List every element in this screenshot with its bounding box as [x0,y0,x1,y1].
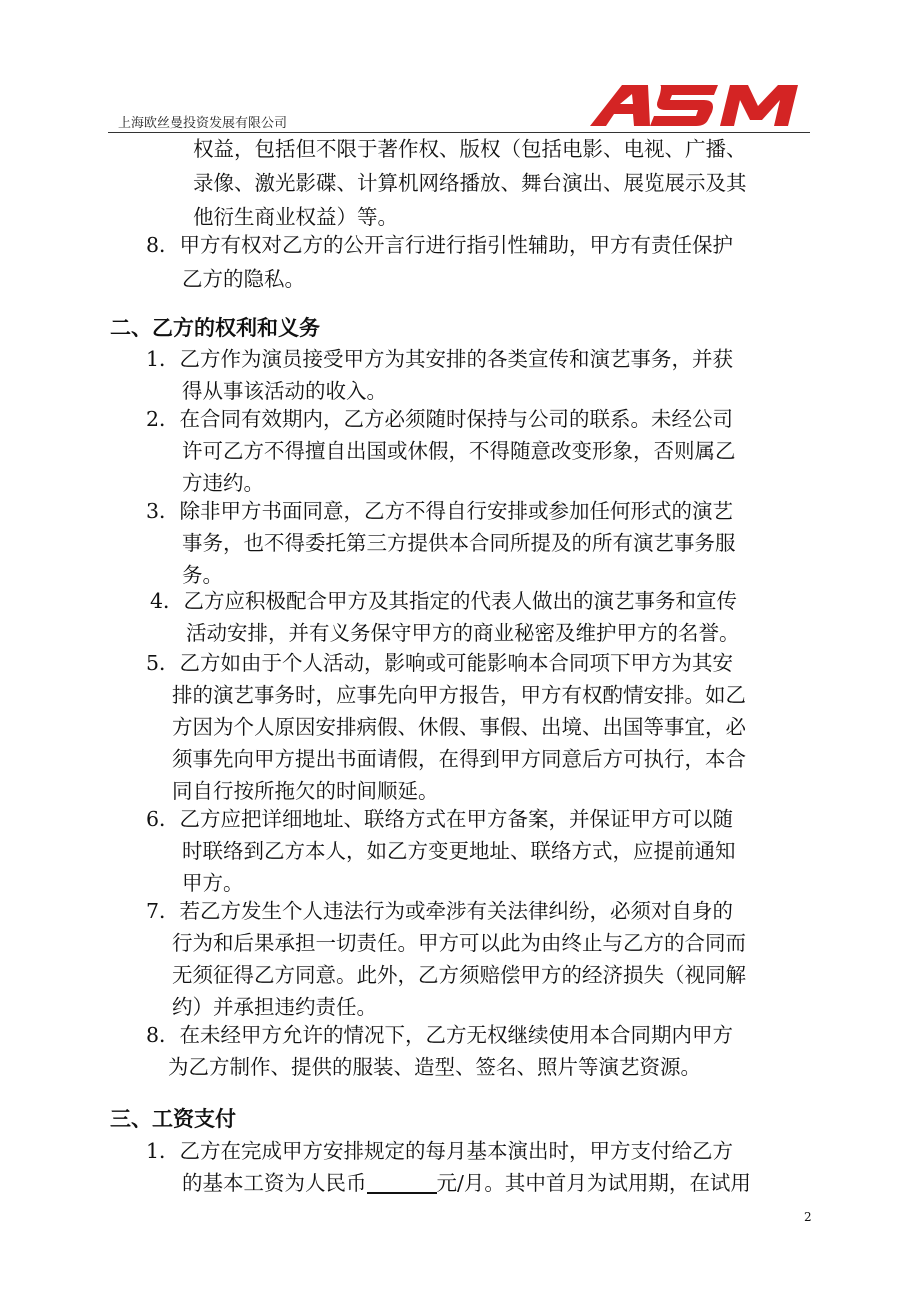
clause-item: 7．若乙方发生个人违法行为或牵涉有关法律纠纷，必须对自身的 [146,899,734,923]
clause-item: 4．乙方应积极配合甲方及其指定的代表人做出的演艺事务和宣传 [150,589,738,613]
clause-line: 乙方的隐私。 [182,267,305,291]
clause-line: 无须征得乙方同意。此外，乙方须赔偿甲方的经济损失（视同解 [172,963,746,987]
page-number: 2 [804,1210,812,1224]
clause-item: 1．乙方在完成甲方安排规定的每月基本演出时，甲方支付给乙方 [146,1139,734,1163]
clause-item: 2．在合同有效期内，乙方必须随时保持与公司的联系。未经公司 [146,407,734,431]
continuation-line: 权益，包括但不限于著作权、版权（包括电影、电视、广播、 [193,137,747,161]
clause-line: 时联络到乙方本人，如乙方变更地址、联络方式，应提前通知 [182,839,736,863]
clause-line: 行为和后果承担一切责任。甲方可以此为由终止与乙方的合同而 [172,931,746,955]
clause-line: 方违约。 [182,471,264,495]
clause-line: 活动安排，并有义务保守甲方的商业秘密及维护甲方的名誉。 [186,621,740,645]
clause-line: 约）并承担违约责任。 [172,995,377,1019]
clause-line: 得从事该活动的收入。 [182,379,387,403]
section-heading: 三、工资支付 [110,1106,236,1131]
clause-line: 的基本工资为人民币 元/月。其中首月为试用期，在试用 [182,1171,751,1195]
clause-line: 同自行按所拖欠的时间顺延。 [172,779,439,803]
company-logo [588,82,800,128]
clause-line: 事务，也不得委托第三方提供本合同所提及的所有演艺事务服 [182,531,736,555]
clause-item: 8．在未经甲方允许的情况下，乙方无权继续使用本合同期内甲方 [146,1023,734,1047]
clause-line: 务。 [182,563,223,587]
continuation-line: 他衍生商业权益）等。 [193,205,398,229]
clause-item: 8．甲方有权对乙方的公开言行进行指引性辅助，甲方有责任保护 [146,233,734,257]
clause-line: 方因为个人原因安排病假、休假、事假、出境、出国等事宜，必 [172,715,746,739]
continuation-line: 录像、激光影碟、计算机网络播放、舞台演出、展览展示及其 [193,171,747,195]
clause-item: 5．乙方如由于个人活动，影响或可能影响本合同项下甲方为其安 [146,651,734,675]
clause-item: 3．除非甲方书面同意，乙方不得自行安排或参加任何形式的演艺 [146,499,734,523]
clause-line: 甲方。 [182,871,244,895]
clause-line: 排的演艺事务时，应事先向甲方报告，甲方有权酌情安排。如乙 [172,683,746,707]
clause-item: 1．乙方作为演员接受甲方为其安排的各类宣传和演艺事务，并获 [146,347,734,371]
salary-blank [367,1170,437,1194]
clause-item: 6．乙方应把详细地址、联络方式在甲方备案，并保证甲方可以随 [146,807,734,831]
clause-line: 为乙方制作、提供的服装、造型、签名、照片等演艺资源。 [168,1055,701,1079]
clause-line: 须事先向甲方提出书面请假，在得到甲方同意后方可执行，本合 [172,747,746,771]
company-name: 上海欧丝曼投资发展有限公司 [118,116,288,131]
clause-line: 许可乙方不得擅自出国或休假，不得随意改变形象，否则属乙 [182,439,736,463]
section-heading: 二、乙方的权利和义务 [110,315,320,340]
